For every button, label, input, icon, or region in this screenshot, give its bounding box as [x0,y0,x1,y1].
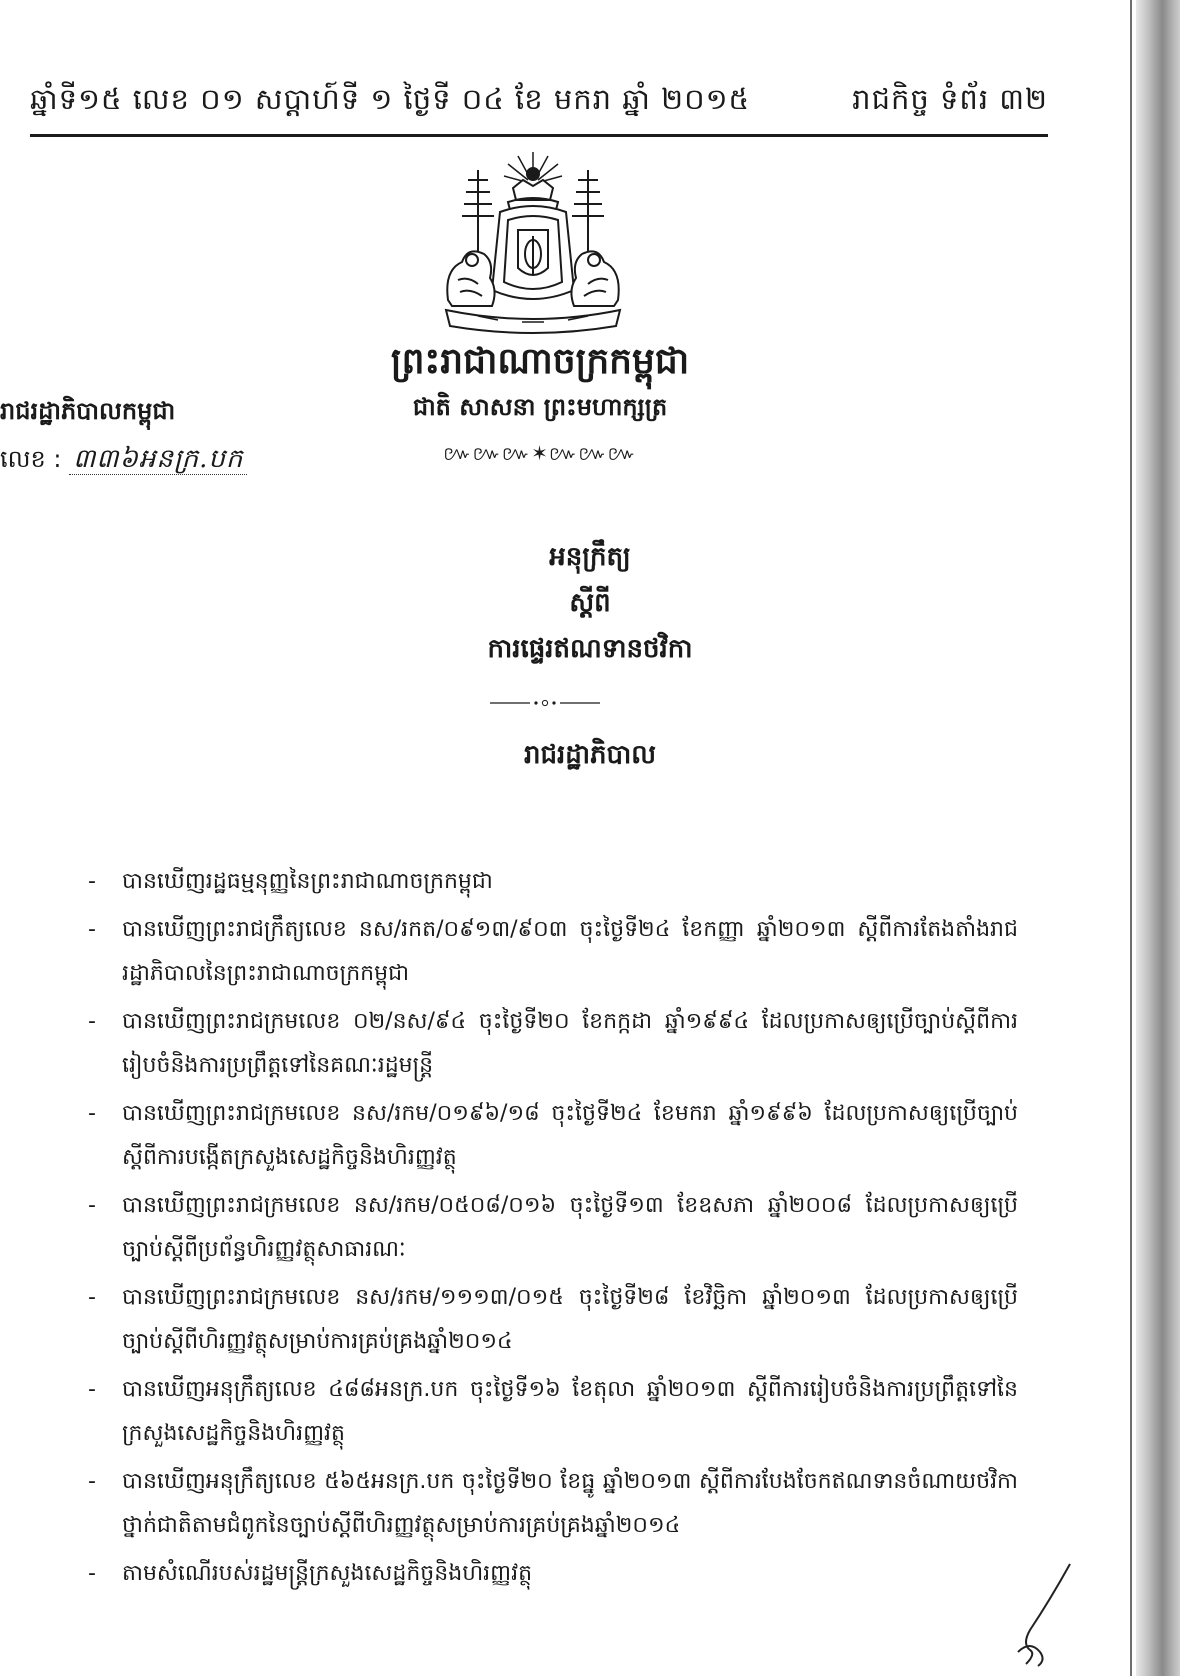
motto-ornament: ៚៚៚✶៚៚៚ [443,441,637,465]
title-connector: ស្តីពី [569,588,611,618]
scan-page-edge [1136,0,1180,1676]
clause-text: បានឃើញព្រះរាជក្រមលេខ នស/រកម/០៥០៨/០១៦ ចុះថ្ងៃទី១៣ ខែឧសភា ឆ្នាំ២០០៨ ដែលប្រកាសឲ្យប្រើច្បាប់ស្តីពីប្រព័ន្ធហិរញ្ញវត្ថុសាធារណៈ [122,1193,1018,1262]
list-item: - បានឃើញព្រះរាជក្រមលេខ នស/រកម/០៥០៨/០១៦ ចុះថ្ងៃទី១៣ ខែឧសភា ឆ្នាំ២០០៨ ដែលប្រកាសឲ្យប្រើច្បាប់ស្តីពីប្រព័ន្ធហិរញ្ញវត្ថុសាធារណៈ [88,1193,1018,1262]
national-motto: ជាតិ សាសនា ព្រះមហាក្សត្រ [412,392,668,421]
issuing-government: រាជរដ្ឋាភិបាលកម្ពុជា [0,396,176,425]
document-type: អនុក្រឹត្យ [549,542,631,572]
scan-edge-line [1130,0,1132,1676]
clause-text: បានឃើញព្រះរាជក្រមលេខ នស/រកម/១១១៣/០១៥ ចុះថ្ងៃទី២៨ ខែវិច្ឆិកា ឆ្នាំ២០១៣ ដែលប្រកាសឲ្យប្រើច្បាប់ស្តីពីហិរញ្ញវត្ថុសម្រាប់ការគ្រប់គ្រងឆ្នាំ២០១៤ [122,1285,1018,1354]
reference-number [0,442,247,480]
government-heading: រាជរដ្ឋាភិបាល [523,740,657,770]
kingdom-name: ព្រះរាជាណាចក្រកម្ពុជា [390,340,690,382]
list-item: - បានឃើញព្រះរាជក្រមលេខ នស/រកម/០១៩៦/១៨ ចុះថ្ងៃទី២៤ ខែមករា ឆ្នាំ១៩៩៦ ដែលប្រកាសឲ្យប្រើច្បាប់ស្តីពីការបង្កើតក្រសួងសេដ្ឋកិច្ចនិងហិរញ្ញវត្ថុ [88,1101,1018,1170]
clause-text: បានឃើញអនុក្រឹត្យលេខ ៤៨៨អនក្រ.បក ចុះថ្ងៃទី១៦ ខែតុលា ឆ្នាំ២០១៣ ស្តីពីការរៀបចំនិងការប្រព្រឹត្តទៅនៃក្រសួងសេដ្ឋកិច្ចនិងហិរញ្ញវត្ថុ [122,1377,1018,1446]
royal-coat-of-arms-icon [438,150,628,335]
clause-text: តាមសំណើរបស់រដ្ឋមន្ត្រីក្រសួងសេដ្ឋកិច្ចនិងហិរញ្ញវត្ថុ [122,1561,533,1586]
list-item: - បានឃើញព្រះរាជក្រមលេខ ០២/នស/៩៤ ចុះថ្ងៃទី២០ ខែកក្កដា ឆ្នាំ១៩៩៤ ដែលប្រកាសឲ្យប្រើច្បាប់ស្តីពីការរៀបចំនិងការប្រព្រឹត្តទៅនៃគណៈរដ្ឋមន្ត្រី [88,1009,1018,1078]
clause-text: បានឃើញព្រះរាជក្រឹត្យលេខ នស/រកត/០៩១៣/៩០៣ ចុះថ្ងៃទី២៤ ខែកញ្ញា ឆ្នាំ២០១៣ ស្តីពីការតែងតាំងរាជរដ្ឋាភិបាលនៃព្រះរាជាណាចក្រកម្ពុជា [122,917,1018,986]
clause-text: បានឃើញអនុក្រឹត្យលេខ ៥៦៥អនក្រ.បក ចុះថ្ងៃទី២០ ខែធ្នូ ឆ្នាំ២០១៣ ស្តីពីការបែងចែកឥណទានចំណាយថវិកាថ្នាក់ជាតិតាមជំពូកនៃច្បាប់ស្តីពីហិរញ្ញវត្ថុសម្រាប់ការគ្រប់គ្រងឆ្នាំ២០១៤ [122,1469,1018,1538]
document-subject: ការផ្ទេរឥណទានថវិកា [487,634,693,664]
ornamental-divider [490,698,600,708]
gazette-header [30,78,1048,137]
handwritten-initial-signature [1000,1560,1080,1670]
preamble-clauses [88,860,1018,1600]
clause-text: បានឃើញរដ្ឋធម្មនុញ្ញនៃព្រះរាជាណាចក្រកម្ពុជា [122,869,493,894]
reference-number-value: ៣៣៦អនក្រ.បក [69,444,247,475]
list-item: - បានឃើញអនុក្រឹត្យលេខ ៥៦៥អនក្រ.បក ចុះថ្ងៃទី២០ ខែធ្នូ ឆ្នាំ២០១៣ ស្តីពីការបែងចែកឥណទានចំណាយថវិកាថ្នាក់ជាតិតាមជំពូកនៃច្បាប់ស្តីពីហិរញ្ញវត្ថុសម្រាប់ការគ្រប់គ្រងឆ្នាំ២០១៤ [88,1469,1018,1538]
reference-number-label: លេខ : [0,445,62,473]
list-item: - បានឃើញព្រះរាជក្រឹត្យលេខ នស/រកត/០៩១៣/៩០៣ ចុះថ្ងៃទី២៤ ខែកញ្ញា ឆ្នាំ២០១៣ ស្តីពីការតែងតាំងរាជរដ្ឋាភិបាលនៃព្រះរាជាណាចក្រកម្ពុជា [88,917,1018,986]
list-item: - បានឃើញអនុក្រឹត្យលេខ ៤៨៨អនក្រ.បក ចុះថ្ងៃទី១៦ ខែតុលា ឆ្នាំ២០១៣ ស្តីពីការរៀបចំនិងការប្រព្រឹត្តទៅនៃក្រសួងសេដ្ឋកិច្ចនិងហិរញ្ញវត្ថុ [88,1377,1018,1446]
list-item: - តាមសំណើរបស់រដ្ឋមន្ត្រីក្រសួងសេដ្ឋកិច្ចនិងហិរញ្ញវត្ថុ [88,1561,533,1586]
clause-text: បានឃើញព្រះរាជក្រមលេខ ០២/នស/៩៤ ចុះថ្ងៃទី២០ ខែកក្កដា ឆ្នាំ១៩៩៤ ដែលប្រកាសឲ្យប្រើច្បាប់ស្តីពីការរៀបចំនិងការប្រព្រឹត្តទៅនៃគណៈរដ្ឋមន្ត្រី [122,1009,1018,1078]
gazette-page-number: រាជកិច្ច ទំព័រ ៣២ [852,82,1048,116]
list-item: - បានឃើញរដ្ឋធម្មនុញ្ញនៃព្រះរាជាណាចក្រកម្ពុជា [88,869,493,894]
clause-text: បានឃើញព្រះរាជក្រមលេខ នស/រកម/០១៩៦/១៨ ចុះថ្ងៃទី២៤ ខែមករា ឆ្នាំ១៩៩៦ ដែលប្រកាសឲ្យប្រើច្បាប់ស្តីពីការបង្កើតក្រសួងសេដ្ឋកិច្ចនិងហិរញ្ញវត្ថុ [122,1101,1018,1170]
gazette-issue-info: ឆ្នាំទី១៥ លេខ ០១ សប្តាហ៍ទី ១ ថ្ងៃទី ០៤ ខែ មករា ឆ្នាំ ២០១៥ [30,82,751,116]
list-item: - បានឃើញព្រះរាជក្រមលេខ នស/រកម/១១១៣/០១៥ ចុះថ្ងៃទី២៨ ខែវិច្ឆិកា ឆ្នាំ២០១៣ ដែលប្រកាសឲ្យប្រើច្បាប់ស្តីពីហិរញ្ញវត្ថុសម្រាប់ការគ្រប់គ្រងឆ្នាំ២០១៤ [88,1285,1018,1354]
